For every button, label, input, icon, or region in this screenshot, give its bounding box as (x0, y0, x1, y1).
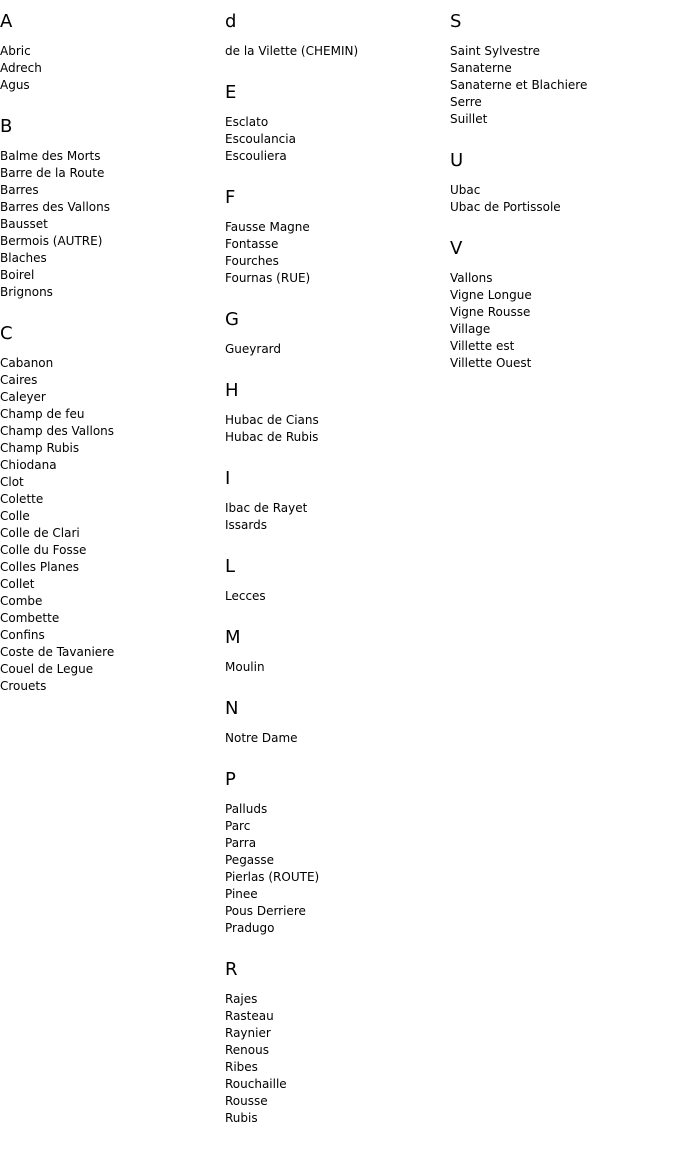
section-letter-heading: F (225, 187, 236, 208)
place-entry[interactable]: Gueyrard (225, 342, 282, 356)
letter-section (225, 187, 450, 287)
section-letter-heading: S (450, 11, 462, 32)
section-letter-heading: U (450, 150, 464, 171)
place-entry[interactable]: Colle de Clari (0, 526, 80, 540)
entry-list (225, 341, 450, 358)
entry-list (450, 270, 675, 372)
place-entry[interactable]: Fourches (225, 254, 279, 268)
letter-section (225, 769, 450, 937)
entry-list (225, 991, 450, 1127)
section-letter-heading: R (225, 959, 238, 980)
place-entry[interactable]: Caires (0, 373, 38, 387)
place-entry[interactable]: Sanaterne et Blachiere (450, 78, 588, 92)
place-entry[interactable]: Caleyer (0, 390, 46, 404)
entry-list (225, 801, 450, 937)
place-entry[interactable]: Hubac de Cians (225, 413, 319, 427)
place-entry[interactable]: Villette Ouest (450, 356, 532, 370)
place-entry[interactable]: Village (450, 322, 491, 336)
section-letter-heading: I (225, 468, 231, 489)
place-entry[interactable]: Ribes (225, 1060, 258, 1074)
place-entry[interactable]: Barre de la Route (0, 166, 105, 180)
place-entry[interactable]: Saint Sylvestre (450, 44, 540, 58)
place-entry[interactable]: Couel de Legue (0, 662, 94, 676)
place-entry[interactable]: Notre Dame (225, 731, 298, 745)
entry-list (450, 182, 675, 216)
place-entry[interactable]: Lecces (225, 589, 266, 603)
section-letter-heading: A (0, 11, 13, 32)
letter-section (225, 380, 450, 446)
section-letter-heading: V (450, 238, 463, 259)
letter-section (225, 11, 450, 60)
letter-section (0, 323, 225, 695)
place-entry[interactable]: Combe (0, 594, 43, 608)
place-entry[interactable]: Barres des Vallons (0, 200, 110, 214)
place-entry[interactable]: Hubac de Rubis (225, 430, 319, 444)
letter-section (225, 556, 450, 605)
place-entry[interactable]: Parra (225, 836, 257, 850)
place-entry[interactable]: Pinee (225, 887, 258, 901)
place-entry[interactable]: Vigne Longue (450, 288, 532, 302)
section-letter-heading: H (225, 380, 239, 401)
place-entry[interactable]: Fournas (RUE) (225, 271, 311, 285)
place-entry[interactable]: Escouliera (225, 149, 287, 163)
place-entry[interactable]: Chiodana (0, 458, 57, 472)
index-column-1 (0, 11, 225, 717)
place-entry[interactable]: Crouets (0, 679, 47, 693)
letter-section (450, 11, 675, 128)
place-entry[interactable]: Issards (225, 518, 267, 532)
place-entry[interactable]: Colle (0, 509, 30, 523)
place-entry[interactable]: Raynier (225, 1026, 271, 1040)
section-letter-heading: G (225, 309, 239, 330)
place-entry[interactable]: Esclato (225, 115, 269, 129)
place-entry[interactable]: Bermois (AUTRE) (0, 234, 103, 248)
place-entry[interactable]: Coste de Tavaniere (0, 645, 115, 659)
letter-section (0, 11, 225, 94)
place-entry[interactable]: Vigne Rousse (450, 305, 531, 319)
place-entry[interactable]: Escoulancia (225, 132, 296, 146)
place-entry[interactable]: Rajes (225, 992, 258, 1006)
place-entry[interactable]: Balme des Morts (0, 149, 101, 163)
section-letter-heading: B (0, 116, 13, 137)
letter-section (225, 698, 450, 747)
entry-list (450, 43, 675, 128)
entry-list (225, 659, 450, 676)
place-entry[interactable]: Sanaterne (450, 61, 512, 75)
letter-section (450, 238, 675, 372)
entry-list (225, 114, 450, 165)
place-entry[interactable]: Blaches (0, 251, 47, 265)
index-column-3 (450, 11, 675, 394)
letter-section (225, 82, 450, 165)
place-entry[interactable]: Serre (450, 95, 482, 109)
letter-section (225, 468, 450, 534)
place-entry[interactable]: Colette (0, 492, 44, 506)
place-entry[interactable]: Agus (0, 78, 30, 92)
place-entry[interactable]: Moulin (225, 660, 265, 674)
place-entry[interactable]: Ibac de Rayet (225, 501, 308, 515)
place-entry[interactable]: Rasteau (225, 1009, 274, 1023)
place-entry[interactable]: Champ des Vallons (0, 424, 115, 438)
entry-list (225, 500, 450, 534)
place-entry[interactable]: Villette est (450, 339, 515, 353)
section-letter-heading: M (225, 627, 241, 648)
letter-section (450, 150, 675, 216)
place-entry[interactable]: Ubac de Portissole (450, 200, 561, 214)
entry-list (225, 43, 450, 60)
letter-section (225, 627, 450, 676)
place-entry[interactable]: Fontasse (225, 237, 279, 251)
letter-section (225, 959, 450, 1127)
place-entry[interactable]: Confins (0, 628, 45, 642)
section-letter-heading: d (225, 11, 237, 32)
place-entry[interactable]: Boirel (0, 268, 35, 282)
section-letter-heading: C (0, 323, 13, 344)
place-entry[interactable]: Cabanon (0, 356, 54, 370)
entry-list (0, 148, 225, 301)
place-entry[interactable]: Palluds (225, 802, 268, 816)
entry-list (225, 412, 450, 446)
place-entry[interactable]: Colle du Fosse (0, 543, 87, 557)
place-entry[interactable]: Pradugo (225, 921, 275, 935)
place-entry[interactable]: Bausset (0, 217, 48, 231)
place-entry[interactable]: Barres (0, 183, 39, 197)
place-entry[interactable]: Ubac (450, 183, 481, 197)
place-entry[interactable]: Rouchaille (225, 1077, 287, 1091)
entry-list (0, 355, 225, 695)
place-entry[interactable]: Parc (225, 819, 251, 833)
section-letter-heading: N (225, 698, 239, 719)
place-entry[interactable]: Suillet (450, 112, 488, 126)
place-entry[interactable]: Rubis (225, 1111, 258, 1125)
place-entry[interactable]: Rousse (225, 1094, 268, 1108)
place-entry[interactable]: Pierlas (ROUTE) (225, 870, 320, 884)
index-column-2 (225, 11, 450, 1149)
section-letter-heading: P (225, 769, 236, 790)
place-entry[interactable]: Renous (225, 1043, 269, 1057)
place-entry[interactable]: Abric (0, 44, 31, 58)
place-entry[interactable]: Fausse Magne (225, 220, 310, 234)
entry-list (225, 219, 450, 287)
place-entry[interactable]: de la Vilette (CHEMIN) (225, 44, 359, 58)
place-entry[interactable]: Clot (0, 475, 24, 489)
letter-section (225, 309, 450, 358)
entry-list (225, 588, 450, 605)
entry-list (0, 43, 225, 94)
place-entry[interactable]: Champ de feu (0, 407, 85, 421)
place-entry[interactable]: Adrech (0, 61, 42, 75)
place-entry[interactable]: Pegasse (225, 853, 275, 867)
place-entry[interactable]: Brignons (0, 285, 53, 299)
place-entry[interactable]: Colles Planes (0, 560, 80, 574)
place-entry[interactable]: Combette (0, 611, 60, 625)
section-letter-heading: E (225, 82, 237, 103)
entry-list (225, 730, 450, 747)
letter-section (0, 116, 225, 301)
section-letter-heading: L (225, 556, 236, 577)
place-entry[interactable]: Champ Rubis (0, 441, 80, 455)
place-entry[interactable]: Vallons (450, 271, 493, 285)
place-entry[interactable]: Collet (0, 577, 35, 591)
place-entry[interactable]: Pous Derriere (225, 904, 306, 918)
